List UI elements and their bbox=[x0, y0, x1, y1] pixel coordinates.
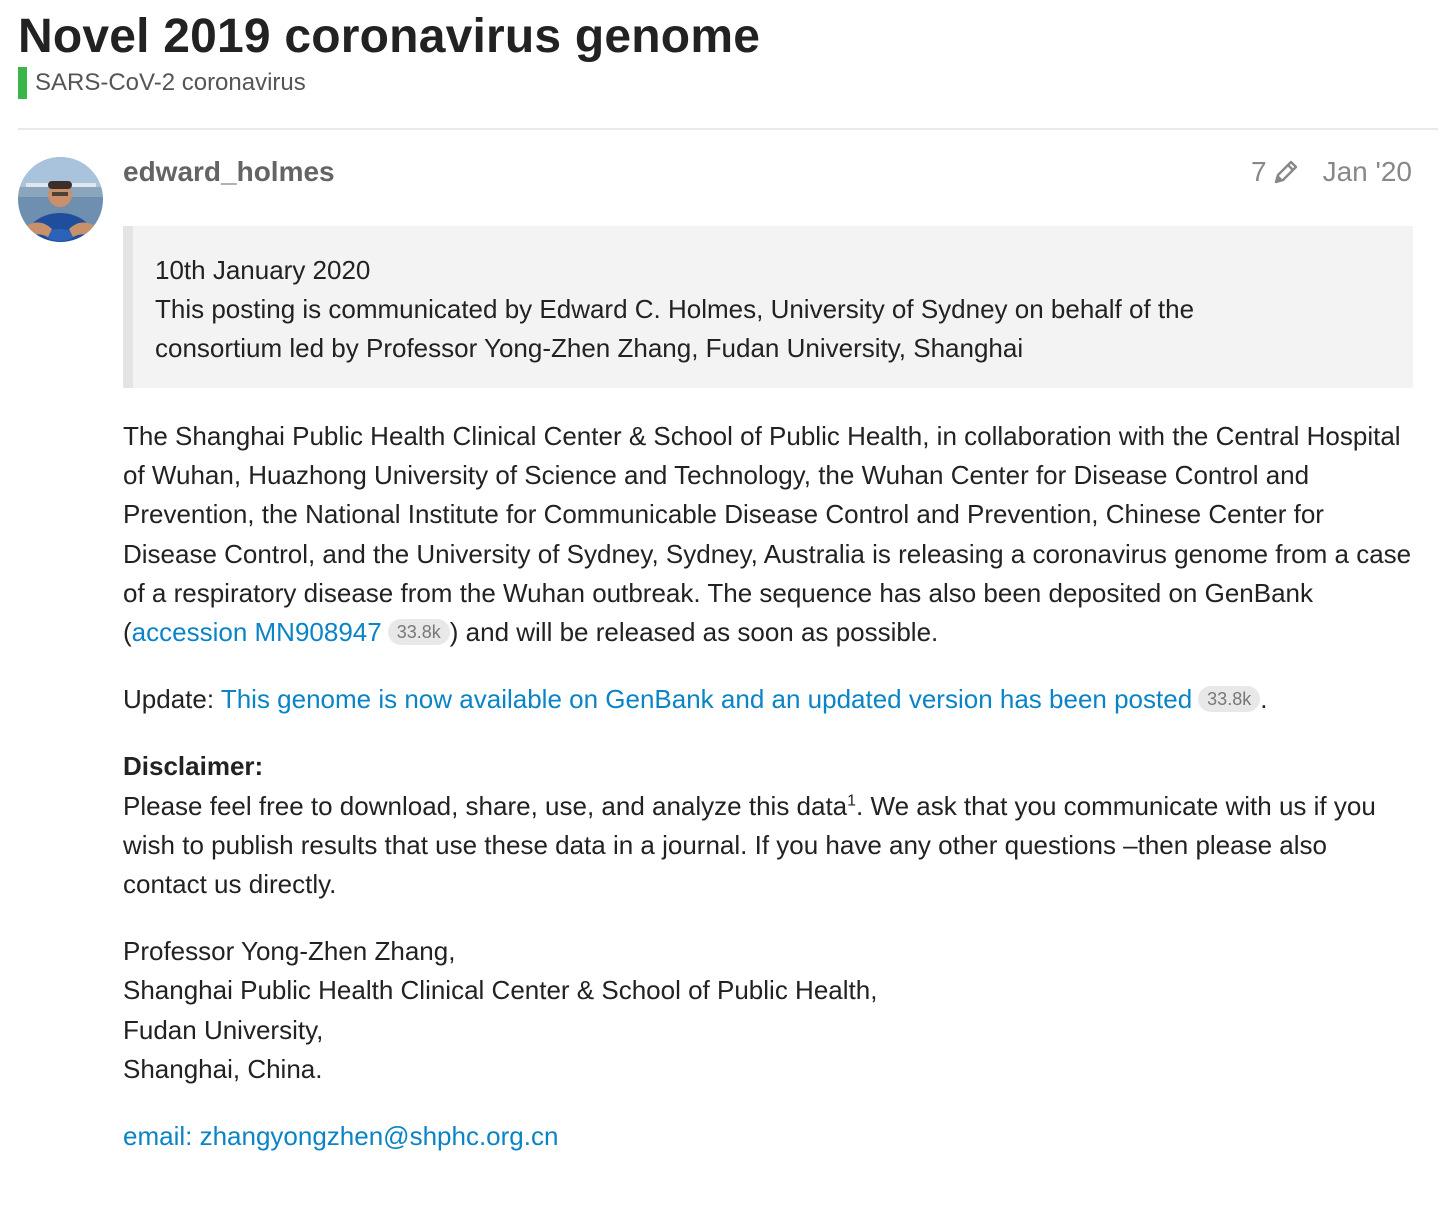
disclaimer-heading: Disclaimer: bbox=[123, 751, 264, 782]
link-click-count: 33.8k bbox=[388, 619, 450, 645]
user-avatar-icon bbox=[18, 157, 103, 242]
signature-line: Shanghai, China. bbox=[123, 1053, 323, 1084]
body-paragraph bbox=[123, 417, 1418, 652]
body-text: ) and will be released as soon as possible. bbox=[449, 617, 939, 648]
updated-version-link[interactable]: This genome is now available on GenBank and an updated version has been posted bbox=[220, 684, 1193, 715]
signature-line: Shanghai Public Health Clinical Center & School of Public Health, bbox=[123, 975, 878, 1006]
category-color-swatch bbox=[18, 67, 27, 99]
page-title[interactable]: Novel 2019 coronavirus genome bbox=[18, 10, 761, 63]
post-quote bbox=[123, 226, 1413, 388]
footnote-ref[interactable]: 1 bbox=[847, 791, 857, 809]
update-paragraph bbox=[123, 680, 1418, 719]
post-meta bbox=[1251, 154, 1412, 190]
avatar[interactable] bbox=[18, 157, 103, 242]
edit-count[interactable]: 7 bbox=[1251, 156, 1267, 187]
email-paragraph bbox=[123, 1117, 1418, 1156]
quote-line: consortium led by Professor Yong-Zhen Zhang, Fudan University, Shanghai bbox=[155, 333, 1024, 363]
update-label: Update: bbox=[123, 684, 221, 715]
category-badge[interactable] bbox=[18, 67, 306, 99]
signature-line: Professor Yong-Zhen Zhang, bbox=[123, 936, 456, 967]
link-click-count: 33.8k bbox=[1198, 686, 1260, 712]
body-text: . We ask that you communicate with us if you wish to publish results that use these data in a journal. If you have any other questions –then please also contact us directly. bbox=[123, 790, 1376, 900]
quote-line: This posting is communicated by Edward C. Holmes, University of Sydney on behalf of the bbox=[155, 294, 1195, 324]
body-text: . bbox=[1260, 684, 1268, 715]
signature-line: Fudan University, bbox=[123, 1014, 324, 1045]
post-username[interactable]: edward_holmes bbox=[123, 156, 335, 187]
pencil-icon[interactable] bbox=[1271, 157, 1301, 187]
post-date[interactable]: Jan '20 bbox=[1322, 156, 1412, 187]
quote-date: 10th January 2020 bbox=[155, 255, 371, 285]
email-link[interactable]: email: zhangyongzhen@shphc.org.cn bbox=[123, 1121, 559, 1152]
header-divider bbox=[18, 128, 1438, 130]
post-body bbox=[123, 417, 1418, 1184]
signature bbox=[123, 932, 1418, 1089]
disclaimer-paragraph bbox=[123, 747, 1418, 904]
body-text: Please feel free to download, share, use, and analyze this data bbox=[123, 790, 848, 821]
body-text: The Shanghai Public Health Clinical Center & School of Public Health, in collaboration with the Central Hospital of Wuhan, Huazhong University of Science and Technology, the Wuhan Center for Disease Control and Prevention, the National Institute for Communicable Disease Control and Prevention, Chinese Center for Disease Control, and the University of Sydney, Sydney, Australia is releasing a coronavirus genome from a case of a respiratory disease from the Wuhan outbreak. The sequence has also been deposited on GenBank ( bbox=[123, 421, 1412, 648]
genbank-accession-link[interactable]: accession MN908947 bbox=[131, 617, 382, 648]
category-label[interactable]: SARS-CoV-2 coronavirus bbox=[35, 69, 306, 96]
